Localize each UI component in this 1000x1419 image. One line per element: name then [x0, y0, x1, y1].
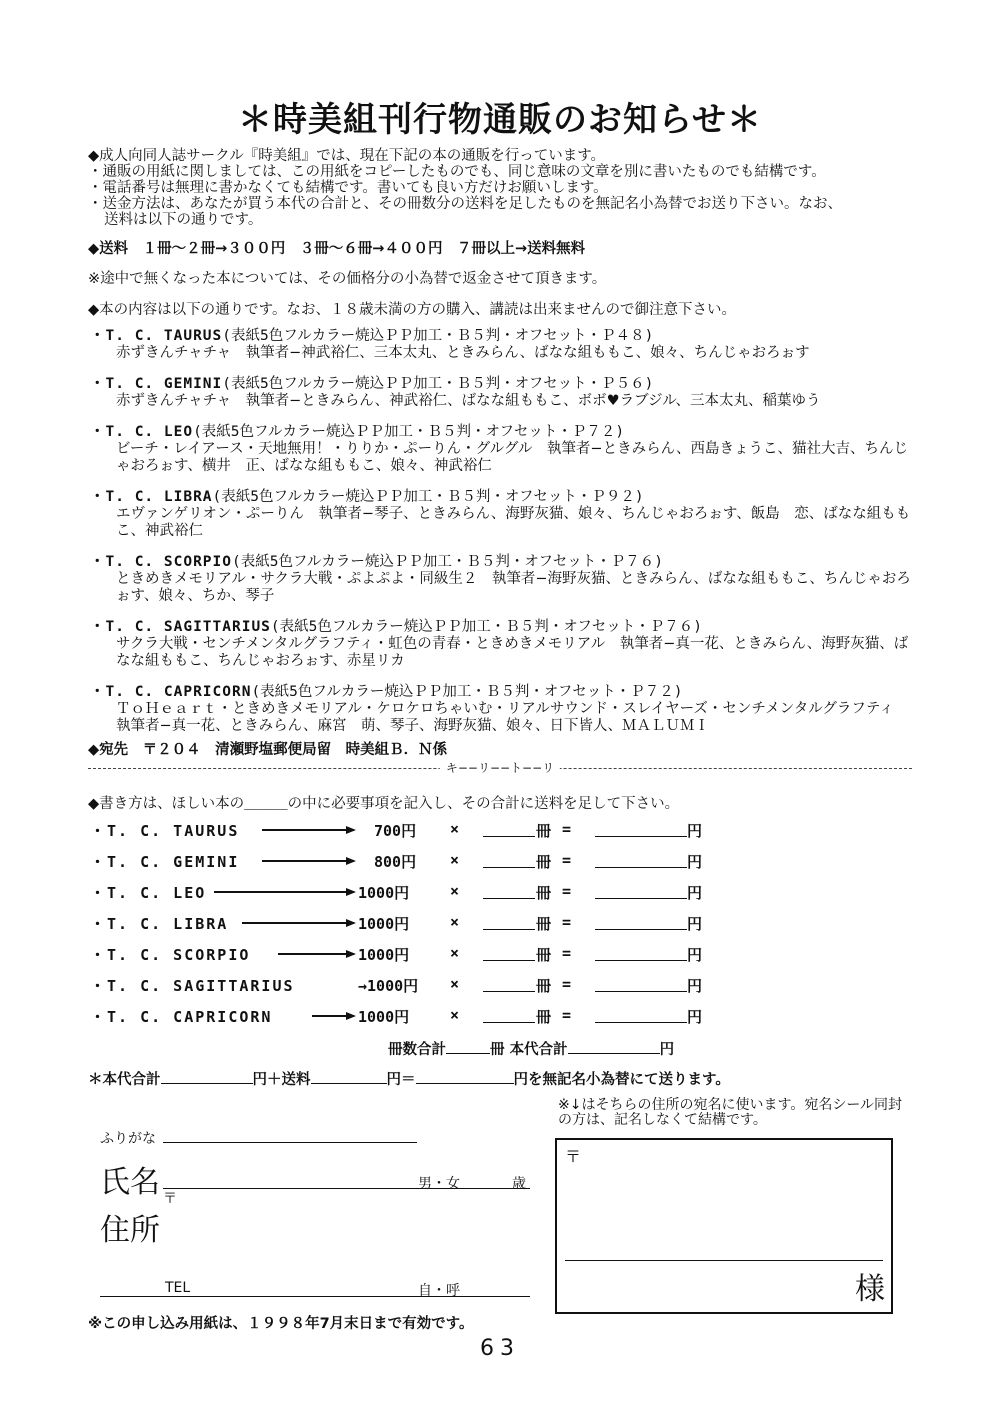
equals-sign: = [562, 913, 572, 931]
arrow-icon [312, 1015, 354, 1017]
order-price: 800円 [374, 853, 417, 871]
intro-line: 送料は以下の通りです。 [104, 212, 263, 228]
book-name: ・T. C. TAURUS [90, 328, 223, 344]
quantity-field[interactable] [483, 929, 535, 930]
multiply-sign: × [450, 882, 460, 900]
quantity-field[interactable] [483, 960, 535, 961]
quantity-field[interactable] [483, 867, 535, 868]
intro-line: ◆成人向同人誌サークル『時美組』では、現在下記の本の通販を行っています。 [88, 148, 606, 164]
how-to-note: ◆書き方は、ほしい本の＿＿＿の中に必要事項を記入し、その合計に送料を足して下さい。 [88, 796, 680, 812]
book-entry [90, 554, 920, 605]
arrow-icon [262, 860, 354, 862]
book-name: ・T. C. LIBRA [90, 489, 213, 505]
count-total-label: 冊数合計 [388, 1042, 446, 1058]
arrow-icon [242, 922, 354, 924]
book-entry [90, 684, 920, 735]
furigana-field[interactable] [163, 1142, 417, 1143]
gender-choice[interactable]: 男・女 [418, 1176, 460, 1192]
book-entry [90, 328, 920, 362]
book-spec: (表紙5色フルカラー焼込ＰＰ加工・Ｂ５判・オフセット・Ｐ７６) [270, 619, 702, 635]
honorific-label: 様 [855, 1272, 885, 1307]
sum-label-c: 円＝ [386, 1072, 416, 1088]
order-book-name: ・T. C. LIBRA [90, 915, 229, 933]
price-total-label: 本代合計 [509, 1042, 568, 1058]
arrow-icon [214, 891, 354, 893]
book-spec: (表紙5色フルカラー焼込ＰＰ加工・Ｂ５判・オフセット・Ｐ９２) [212, 489, 644, 505]
book-entry [90, 424, 920, 475]
page-number: 63 [480, 1336, 520, 1361]
yen-label: 円 [687, 884, 703, 902]
age-label: 歳 [512, 1176, 526, 1192]
order-price: 1000円 [358, 915, 410, 933]
order-price: 1000円 [358, 1008, 410, 1026]
tel-field[interactable] [100, 1296, 530, 1297]
unit-label: 冊 [536, 822, 552, 840]
subtotal-field[interactable] [595, 991, 687, 992]
tel-label: TEL [165, 1280, 191, 1296]
subtotal-field[interactable] [595, 836, 687, 837]
multiply-sign: × [450, 1006, 460, 1024]
book-list [90, 328, 920, 749]
book-entry [90, 376, 920, 410]
name-field[interactable] [163, 1188, 530, 1189]
multiply-sign: × [450, 851, 460, 869]
intro-line: ・通販の用紙に関しましては、この用紙をコピーしたものでも、同じ意味の文章を別に書いたものでも結構です。 [88, 164, 826, 180]
order-book-name: ・T. C. SCORPIO [90, 946, 251, 964]
book-desc: 赤ずきんチャチャ 執筆者−ときみらん、神武裕仁、ばなな組ももこ、ボボ♥ラブジル、三本太丸、稲葉ゆう [116, 393, 821, 409]
address-label-box[interactable] [555, 1138, 893, 1314]
unit-label: 冊 [536, 1008, 552, 1026]
order-book-name: ・T. C. LEO [90, 884, 207, 902]
order-price: 1000円 [358, 884, 410, 902]
yen-label: 円 [687, 915, 703, 933]
cut-label: キ−−リ−−ト−−リ [440, 759, 560, 776]
book-name: ・T. C. SAGITTARIUS [90, 619, 271, 635]
name-label: 氏名 [100, 1165, 160, 1200]
label-note: ※↓はそちらの住所の宛名に使います。宛名シール同封の方は、記名しなくて結構です。 [558, 1097, 903, 1128]
book-name: ・T. C. SCORPIO [90, 554, 232, 570]
grand-total-line [88, 1068, 730, 1089]
count-total-field[interactable] [446, 1039, 490, 1054]
shipping-fee: ◆送料 １冊〜２冊→３００円 ３冊〜６冊→４００円 ７冊以上→送料無料 [88, 241, 586, 257]
shipping-total-field[interactable] [311, 1069, 387, 1084]
arrow-icon [262, 829, 354, 831]
book-spec: (表紙5色フルカラー焼込ＰＰ加工・Ｂ５判・オフセット・Ｐ４８) [222, 328, 654, 344]
book-spec: (表紙5色フルカラー焼込ＰＰ加工・Ｂ５判・オフセット・Ｐ７２) [193, 424, 625, 440]
subtotal-field[interactable] [595, 929, 687, 930]
equals-sign: = [562, 944, 572, 962]
intro-line: ・送金方法は、あなたが買う本代の合計と、その冊数分の送料を足したものを無記名小為替でお送り下さい。なお、 [88, 196, 842, 212]
equals-sign: = [562, 851, 572, 869]
postal-mark: 〒 [163, 1191, 177, 1207]
book-desc: エヴァンゲリオン・ぷーりん 執筆者−琴子、ときみらん、海野灰猫、娘々、ちんじゃおろぉす、飯島 恋、ばなな組ももこ、神武裕仁 [116, 506, 911, 539]
box-name-line [565, 1260, 883, 1261]
book-name: ・T. C. LEO [90, 424, 194, 440]
book-spec: (表紙5色フルカラー焼込ＰＰ加工・Ｂ５判・オフセット・Ｐ５６) [222, 376, 654, 392]
order-price: 1000円 [358, 946, 410, 964]
order-price: →1000円 [358, 977, 419, 995]
count-total-unit: 冊 [490, 1042, 505, 1058]
multiply-sign: × [450, 975, 460, 993]
unit-label: 冊 [536, 884, 552, 902]
equals-sign: = [562, 820, 572, 838]
order-price: 700円 [374, 822, 417, 840]
book-name: ・T. C. GEMINI [90, 376, 223, 392]
equals-sign: = [562, 882, 572, 900]
box-postal-mark: 〒 [565, 1147, 582, 1166]
multiply-sign: × [450, 820, 460, 838]
unit-label: 冊 [536, 915, 552, 933]
book-entry [90, 489, 920, 540]
price-total-field[interactable] [568, 1039, 660, 1054]
quantity-field[interactable] [483, 836, 535, 837]
price-total-unit: 円 [659, 1042, 675, 1058]
yen-label: 円 [687, 977, 703, 995]
book-desc: ビーチ・レイアース・天地無用！・りりか・ぷーりん・グルグル 執筆者−ときみらん、西島きょうこ、猫社大吉、ちんじゃおろぉす、横井 正、ばなな組ももこ、娘々、神武裕仁 [116, 441, 908, 474]
book-desc: 赤ずきんチャチャ 執筆者−神武裕仁、三本太丸、ときみらん、ばなな組ももこ、娘々、ちんじゃおろぉす [116, 345, 810, 361]
arrow-icon [278, 953, 354, 955]
quantity-field[interactable] [483, 991, 535, 992]
book-desc: サクラ大戦・センチメンタルグラフティ・虹色の青春・ときめきメモリアル 執筆者−真一花、ときみらん、海野灰猫、ばなな組ももこ、ちんじゃおろぉす、赤星リカ [116, 636, 909, 669]
furigana-label: ふりがな [100, 1131, 156, 1147]
yen-label: 円 [687, 853, 703, 871]
subtotal-field[interactable] [595, 960, 687, 961]
order-book-name: ・T. C. TAURUS [90, 822, 240, 840]
book-entry [90, 619, 920, 670]
order-book-name: ・T. C. GEMINI [90, 853, 240, 871]
unit-label: 冊 [536, 853, 552, 871]
order-book-name: ・T. C. CAPRICORN [90, 1008, 273, 1026]
unit-label: 冊 [536, 977, 552, 995]
unit-label: 冊 [536, 946, 552, 964]
sum-label-a: ＊本代合計 [88, 1072, 161, 1088]
page-title: ＊時美組刊行物通販のお知らせ＊ [238, 100, 762, 140]
address-label: 住所 [100, 1213, 160, 1248]
quantity-field[interactable] [483, 898, 535, 899]
refund-note: ※途中で無くなった本については、その価格分の小為替で返金させて頂きます。 [88, 271, 607, 287]
order-book-name: ・T. C. SAGITTARIUS [90, 977, 295, 995]
book-spec: (表紙5色フルカラー焼込ＰＰ加工・Ｂ５判・オフセット・Ｐ７２) [251, 684, 683, 700]
book-desc: ときめきメモリアル・サクラ大戦・ぷよぷよ・同級生２ 執筆者−海野灰猫、ときみらん、ばなな組ももこ、ちんじゃおろぉす、娘々、ちか、琴子 [116, 571, 911, 604]
grand-total-field[interactable] [416, 1069, 514, 1084]
book-name: ・T. C. CAPRICORN [90, 684, 252, 700]
multiply-sign: × [450, 944, 460, 962]
book-total-field[interactable] [161, 1069, 253, 1084]
sum-label-d: 円を無記名小為替にて送ります。 [513, 1072, 730, 1088]
sum-label-b: 円＋送料 [252, 1072, 311, 1088]
multiply-sign: × [450, 913, 460, 931]
quantity-field[interactable] [483, 1022, 535, 1023]
book-desc: ＴｏＨｅａｒｔ・ときめきメモリアル・ケロケロちゃいむ・リアルサウンド・スレイヤーズ・センチメンタルグラフティ 執筆者−真一花、ときみらん、麻宮 萌、琴子、海野灰猫、娘々、日下皆人、ＭＡＬＵＭＩ [116, 701, 909, 734]
subtotal-field[interactable] [595, 867, 687, 868]
intro-block [88, 148, 928, 228]
intro-line: ・電話番号は無理に書かなくても結構です。書いても良い方だけお願いします。 [88, 180, 608, 196]
equals-sign: = [562, 1006, 572, 1024]
cut-line [88, 761, 912, 775]
book-spec: (表紙5色フルカラー焼込ＰＰ加工・Ｂ５判・オフセット・Ｐ７６) [232, 554, 664, 570]
yen-label: 円 [687, 822, 703, 840]
yen-label: 円 [687, 1008, 703, 1026]
validity-note: ※この申し込み用紙は、１９９８年7月末日まで有効です。 [88, 1316, 474, 1332]
home-call-choice[interactable]: 自・呼 [418, 1283, 460, 1299]
totals-row [388, 1038, 674, 1059]
yen-label: 円 [687, 946, 703, 964]
contents-note: ◆本の内容は以下の通りです。なお、１８歳未満の方の購入、講読は出来ませんので御注意下さい。 [88, 302, 736, 318]
mailing-address: ◆宛先 〒２０４ 清瀬野塩郵便局留 時美組Ｂ．Ｎ係 [88, 742, 448, 758]
subtotal-field[interactable] [595, 1022, 687, 1023]
equals-sign: = [562, 975, 572, 993]
subtotal-field[interactable] [595, 898, 687, 899]
